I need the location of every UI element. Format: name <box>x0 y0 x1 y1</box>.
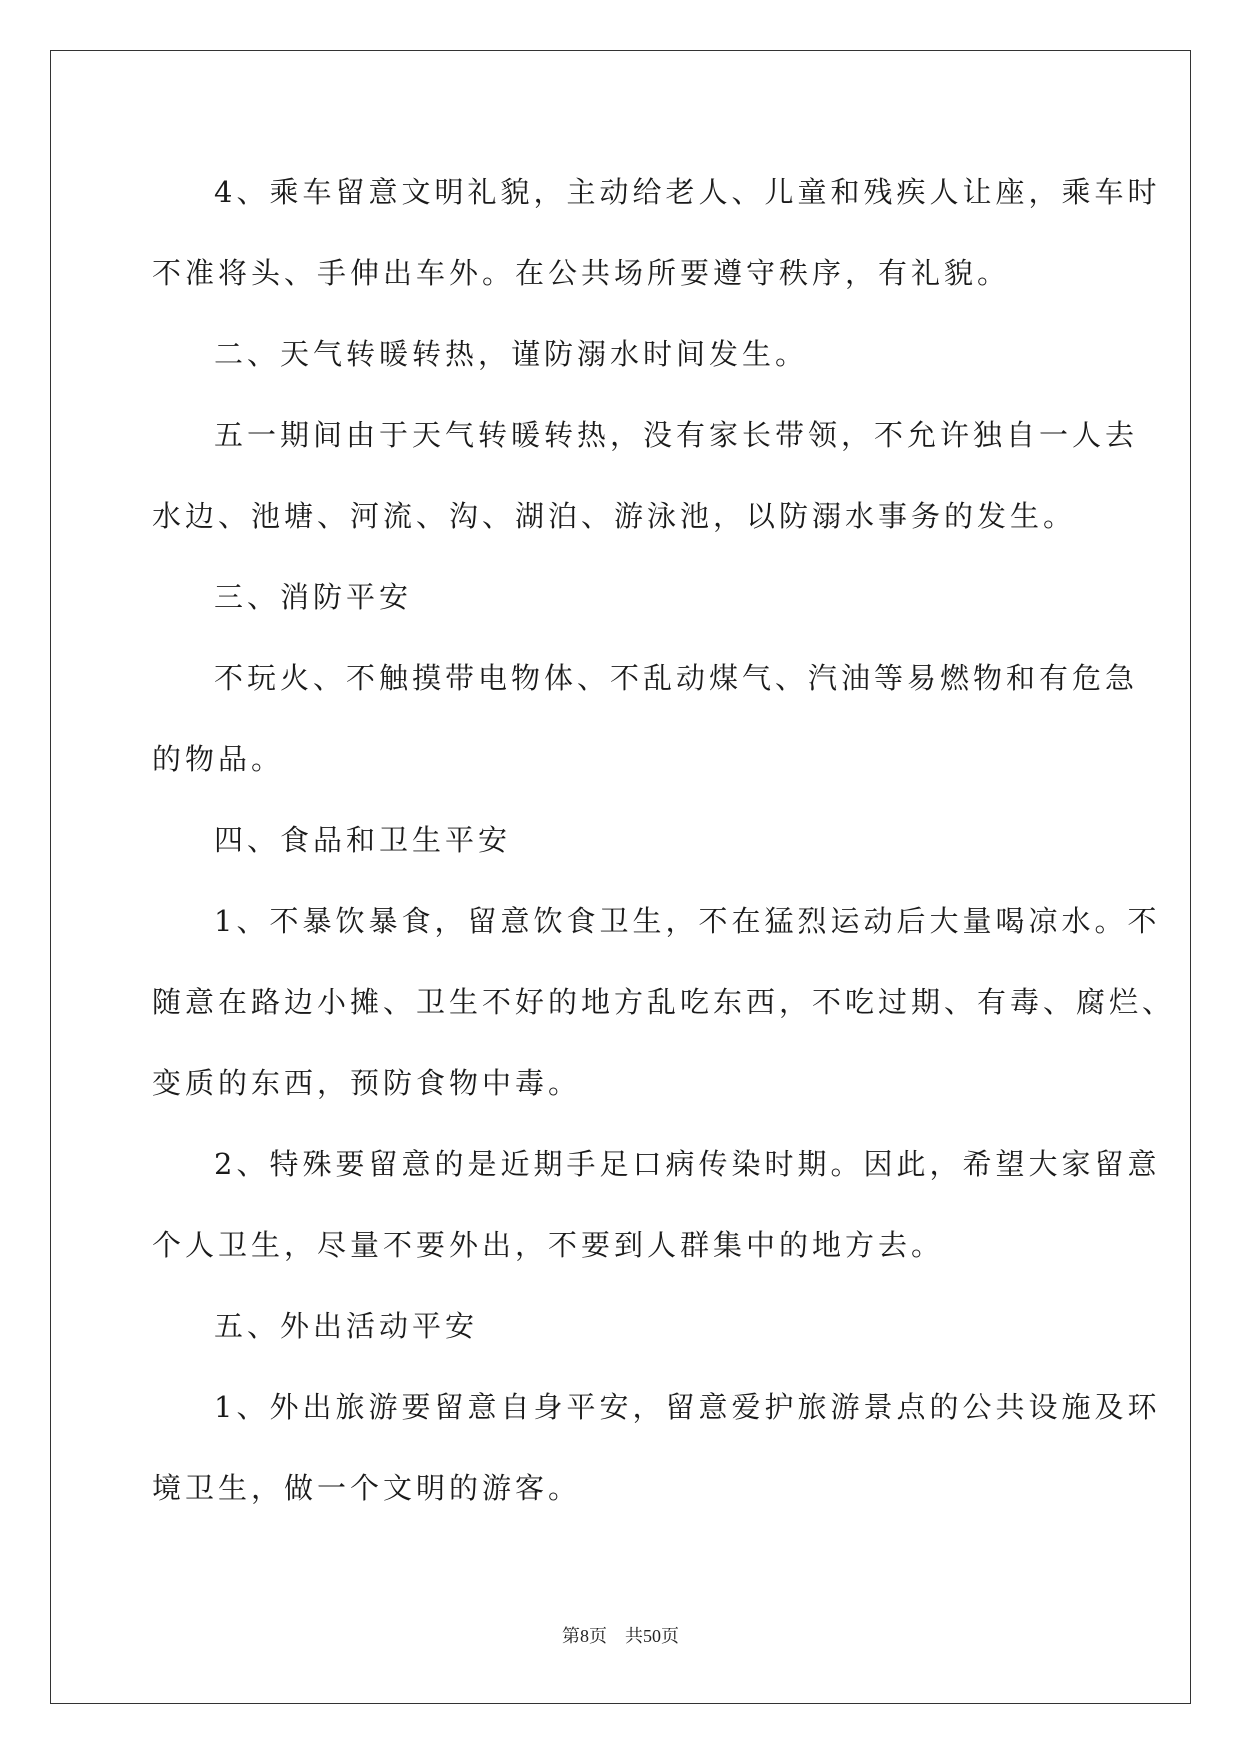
paragraph-line: 水边、池塘、河流、沟、湖泊、游泳池，以防溺水事务的发生。 <box>152 499 1077 533</box>
page-border <box>50 50 1191 1704</box>
paragraph-line: 个人卫生，尽量不要外出，不要到人群集中的地方去。 <box>152 1228 945 1262</box>
paragraph-line: 不准将头、手伸出车外。在公共场所要遵守秩序，有礼貌。 <box>152 256 1011 290</box>
paragraph-line: 2、特殊要留意的是近期手足口病传染时期。因此，希望大家留意 <box>214 1147 1161 1181</box>
section-heading: 二、天气转暖转热，谨防溺水时间发生。 <box>214 337 809 371</box>
paragraph-line: 境卫生，做一个文明的游客。 <box>152 1471 582 1505</box>
paragraph-line: 变质的东西，预防食物中毒。 <box>152 1066 582 1100</box>
paragraph-line: 不玩火、不触摸带电物体、不乱动煤气、汽油等易燃物和有危急 <box>214 661 1139 695</box>
section-heading: 五、外出活动平安 <box>214 1309 479 1343</box>
section-heading: 四、食品和卫生平安 <box>214 823 512 857</box>
section-heading: 三、消防平安 <box>214 580 413 614</box>
total-page-count: 共50页 <box>625 1626 679 1646</box>
paragraph-line: 1、外出旅游要留意自身平安，留意爱护旅游景点的公共设施及环 <box>214 1390 1161 1424</box>
paragraph-line: 的物品。 <box>152 742 285 776</box>
paragraph-line: 随意在路边小摊、卫生不好的地方乱吃东西，不吃过期、有毒、腐烂、 <box>152 985 1176 1019</box>
paragraph-line: 1、不暴饮暴食，留意饮食卫生，不在猛烈运动后大量喝凉水。不 <box>214 904 1161 938</box>
paragraph-line: 4、乘车留意文明礼貌，主动给老人、儿童和残疾人让座，乘车时 <box>214 175 1161 209</box>
current-page-number: 第8页 <box>562 1626 607 1646</box>
paragraph-line: 五一期间由于天气转暖转热，没有家长带领，不允许独自一人去 <box>214 418 1139 452</box>
page-footer <box>0 1622 1241 1648</box>
